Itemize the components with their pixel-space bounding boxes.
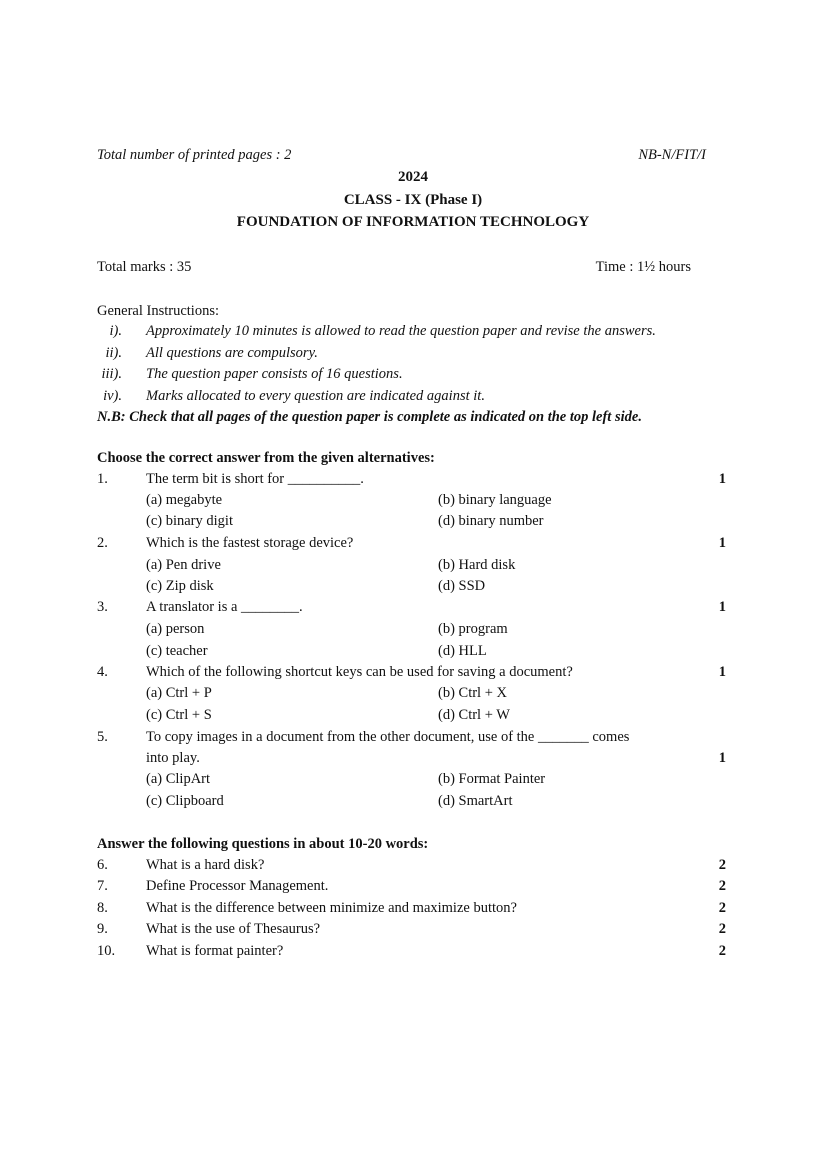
- question-marks: 2: [718, 921, 726, 937]
- question-number: 10.: [97, 943, 116, 959]
- question-marks: 1: [718, 599, 726, 615]
- option-a: (a) person: [146, 621, 205, 637]
- question-text: Which of the following shortcut keys can be used for saving a document?: [146, 664, 573, 680]
- instruction-text: The question paper consists of 16 questions.: [146, 366, 403, 382]
- question-text: What is the difference between minimize and maximize button?: [146, 900, 517, 916]
- option-c: (c) Clipboard: [146, 793, 224, 809]
- question-text: Define Processor Management.: [146, 878, 329, 894]
- question-text: To copy images in a document from the other document, use of the _______ comes: [146, 729, 630, 745]
- printed-pages-note: Total number of printed pages : 2: [97, 147, 292, 163]
- option-a: (a) Pen drive: [146, 557, 221, 573]
- question-number: 2.: [97, 535, 108, 551]
- question-marks: 2: [718, 878, 726, 894]
- question-2: [0, 535, 826, 555]
- options-row: [0, 793, 826, 813]
- instruction-item: [0, 366, 826, 386]
- question-5: [0, 729, 826, 749]
- exam-year: 2024: [398, 169, 428, 185]
- question-8: [0, 900, 826, 920]
- question-number: 3.: [97, 599, 108, 615]
- instruction-number: ii).: [105, 345, 122, 361]
- instruction-text: Approximately 10 minutes is allowed to read the question paper and revise the answers.: [146, 323, 656, 339]
- question-marks: 1: [718, 535, 726, 551]
- exam-class: CLASS - IX (Phase I): [343, 192, 483, 208]
- question-text: A translator is a ________.: [146, 599, 303, 615]
- options-row: [0, 771, 826, 791]
- instruction-text: Marks allocated to every question are indicated against it.: [146, 388, 485, 404]
- question-6: [0, 857, 826, 877]
- question-7: [0, 878, 826, 898]
- option-b: (b) Ctrl + X: [438, 685, 507, 701]
- exam-time: Time : 1½ hours: [595, 259, 691, 275]
- option-c: (c) Ctrl + S: [146, 707, 212, 723]
- options-row: [0, 578, 826, 598]
- exam-subject: FOUNDATION OF INFORMATION TECHNOLOGY: [236, 214, 590, 230]
- nb-note: N.B: Check that all pages of the question paper is complete as indicated on the top left side.: [97, 409, 642, 425]
- question-marks: 1: [718, 471, 726, 487]
- total-marks: Total marks : 35: [97, 259, 192, 275]
- question-4: [0, 664, 826, 684]
- question-number: 4.: [97, 664, 108, 680]
- question-marks: 2: [718, 857, 726, 873]
- option-c: (c) Zip disk: [146, 578, 214, 594]
- paper-code: NB-N/FIT/I: [638, 147, 706, 163]
- question-text: Which is the fastest storage device?: [146, 535, 354, 551]
- options-row: [0, 513, 826, 533]
- option-b: (b) program: [438, 621, 508, 637]
- option-d: (d) SSD: [438, 578, 486, 594]
- question-number: 5.: [97, 729, 108, 745]
- option-c: (c) binary digit: [146, 513, 233, 529]
- instructions-title: General Instructions:: [97, 303, 220, 319]
- option-d: (d) Ctrl + W: [438, 707, 510, 723]
- instruction-text: All questions are compulsory.: [146, 345, 318, 361]
- question-5-continued: [0, 750, 826, 770]
- option-d: (d) SmartArt: [438, 793, 513, 809]
- question-text: What is the use of Thesaurus?: [146, 921, 321, 937]
- question-9: [0, 921, 826, 941]
- question-text-continued: into play.: [146, 750, 200, 766]
- instruction-item: [0, 388, 826, 408]
- question-marks: 1: [718, 664, 726, 680]
- instruction-number: iv).: [103, 388, 122, 404]
- option-c: (c) teacher: [146, 643, 208, 659]
- option-d: (d) HLL: [438, 643, 487, 659]
- question-marks: 2: [718, 900, 726, 916]
- question-1: [0, 471, 826, 491]
- question-number: 6.: [97, 857, 108, 873]
- question-text: What is a hard disk?: [146, 857, 265, 873]
- options-row: [0, 707, 826, 727]
- question-text: What is format painter?: [146, 943, 284, 959]
- option-d: (d) binary number: [438, 513, 544, 529]
- instruction-item: [0, 345, 826, 365]
- question-10: [0, 943, 826, 963]
- option-a: (a) megabyte: [146, 492, 223, 508]
- option-a: (a) Ctrl + P: [146, 685, 212, 701]
- question-number: 8.: [97, 900, 108, 916]
- section-a-title: Choose the correct answer from the given alternatives:: [97, 450, 435, 466]
- instruction-number: i).: [109, 323, 122, 339]
- options-row: [0, 621, 826, 641]
- question-number: 7.: [97, 878, 108, 894]
- question-number: 1.: [97, 471, 108, 487]
- question-3: [0, 599, 826, 619]
- question-marks: 2: [718, 943, 726, 959]
- option-a: (a) ClipArt: [146, 771, 211, 787]
- question-text: The term bit is short for __________.: [146, 471, 364, 487]
- options-row: [0, 643, 826, 663]
- options-row: [0, 557, 826, 577]
- section-b-title: Answer the following questions in about 10-20 words:: [97, 836, 429, 852]
- options-row: [0, 685, 826, 705]
- question-marks: 1: [718, 750, 726, 766]
- option-b: (b) binary language: [438, 492, 552, 508]
- option-b: (b) Format Painter: [438, 771, 546, 787]
- instruction-item: [0, 323, 826, 343]
- instruction-number: iii).: [101, 366, 122, 382]
- options-row: [0, 492, 826, 512]
- option-b: (b) Hard disk: [438, 557, 516, 573]
- question-number: 9.: [97, 921, 108, 937]
